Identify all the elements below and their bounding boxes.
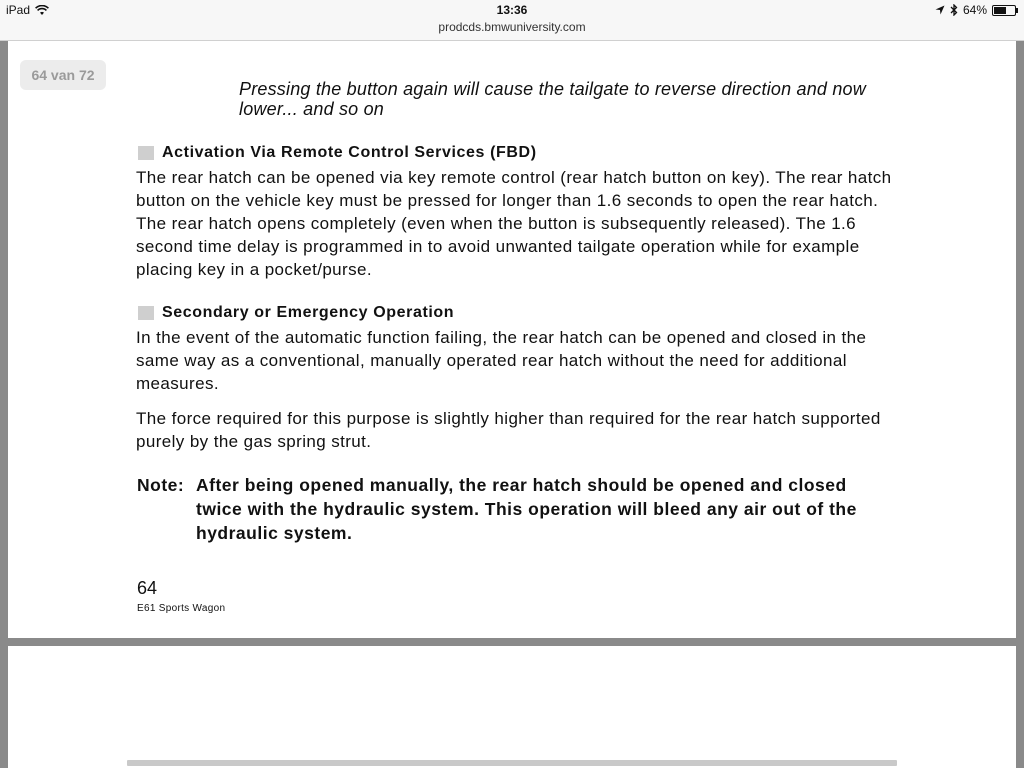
note-text: After being opened manually, the rear hatch should be opened and closed twice with the hydraulic system. This operation will bleed any air out of the hydraulic system. xyxy=(196,475,857,543)
section-heading xyxy=(138,144,537,162)
section-body: In the event of the automatic function failing, the rear hatch can be opened and closed in the same way as a conventional, manually operated rear hatch without the need for additional measures. xyxy=(136,328,867,393)
section-body: The force required for this purpose is slightly higher than required for the rear hatch supported purely by the gas spring strut. xyxy=(136,409,881,451)
horizontal-scrollbar[interactable] xyxy=(127,760,897,766)
status-right xyxy=(935,3,1016,17)
note-block xyxy=(137,473,876,545)
status-bar xyxy=(0,0,1024,41)
section-heading-text: Activation Via Remote Control Services (FBD) xyxy=(162,144,537,161)
section-heading xyxy=(138,304,454,322)
bluetooth-icon xyxy=(950,4,958,16)
section-body: The rear hatch can be opened via key remote control (rear hatch button on key). The rear hatch button on the vehicle key must be pressed for longer than 1.6 seconds to open the rear hatch. The rear hatch opens completely (even when the button is subsequently released). The 1.6 second time delay is programmed in to avoid unwanted tailgate operation while for example placing key in a pocket/purse. xyxy=(136,168,892,279)
battery-icon xyxy=(992,5,1016,16)
bullet-square-icon xyxy=(138,146,154,160)
note-label: Note: xyxy=(137,475,185,495)
location-arrow-icon xyxy=(935,5,945,15)
pdf-page[interactable] xyxy=(8,41,1016,638)
bullet-square-icon xyxy=(138,306,154,320)
battery-fill xyxy=(994,7,1006,14)
url-bar[interactable]: prodcds.bmwuniversity.com xyxy=(438,20,586,34)
battery-tip xyxy=(1016,8,1018,13)
pdf-page-next[interactable] xyxy=(8,646,1016,768)
battery-percent: 64% xyxy=(962,3,987,17)
page-number: 64 xyxy=(137,578,158,598)
device-label: iPad xyxy=(6,3,31,17)
page-footer: E61 Sports Wagon xyxy=(137,603,226,614)
clock: 13:36 xyxy=(496,3,528,17)
continued-text: Pressing the button again will cause the tailgate to reverse direction and now lower... and so on xyxy=(239,79,866,119)
page-indicator: 64 van 72 xyxy=(20,60,106,90)
section-heading-text: Secondary or Emergency Operation xyxy=(162,304,455,321)
